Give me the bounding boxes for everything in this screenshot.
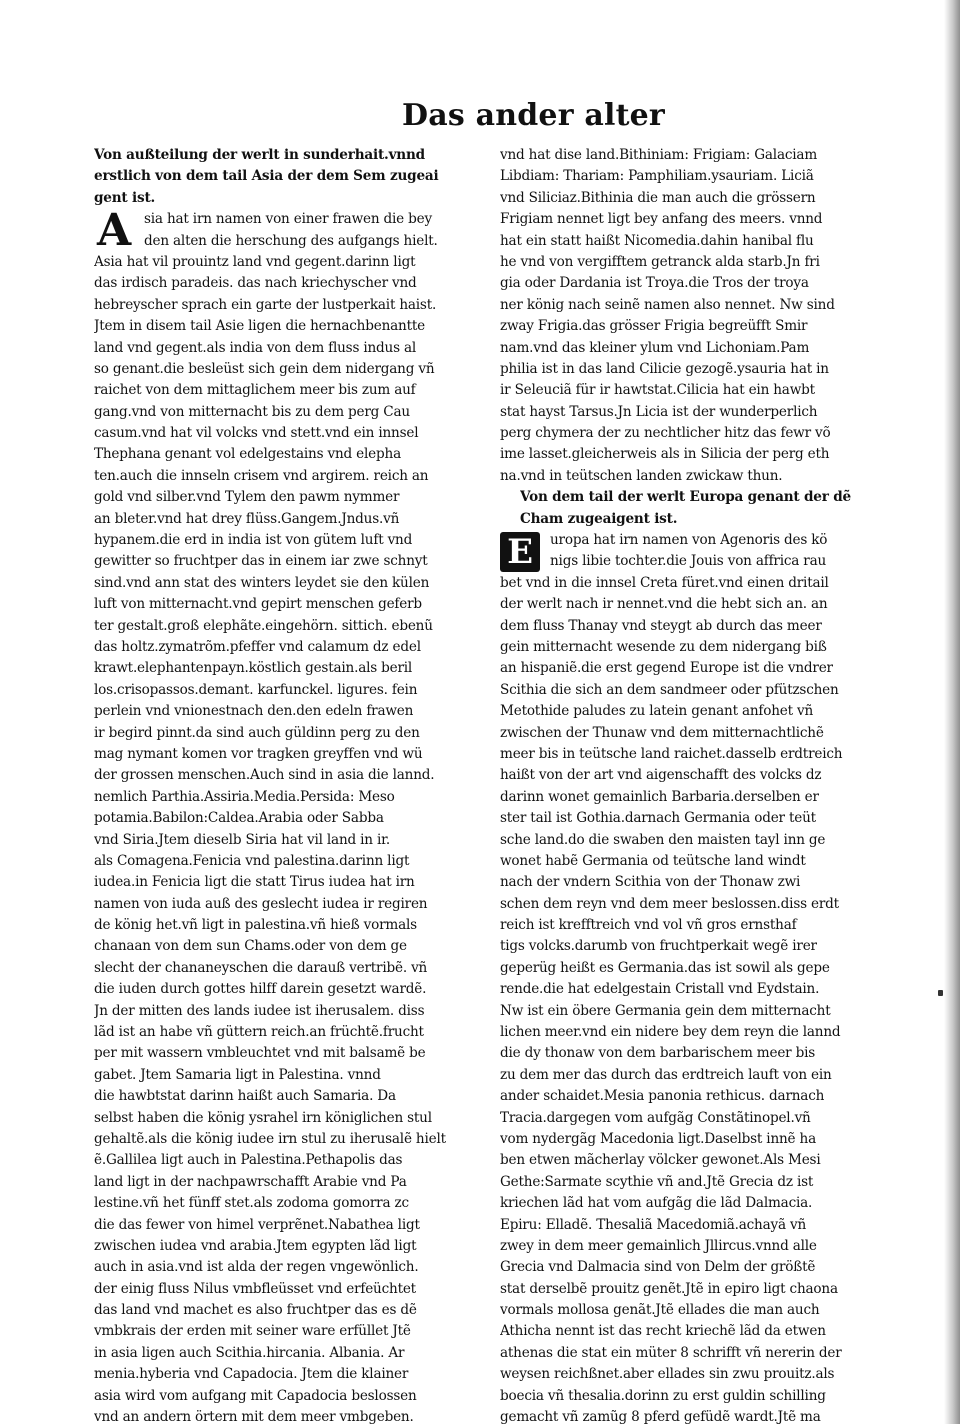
text-line: Nw ist ein öbere Germania gein dem mitternacht: [500, 1002, 831, 1019]
text-line: hat ein statt haißt Nicomedia.dahin hanibal flu: [500, 232, 814, 249]
left-column: [94, 145, 474, 1428]
right-initial-block: [500, 530, 872, 573]
text-line: den alten die herschung des aufgangs hielt.: [144, 232, 438, 249]
text-line: vnd hat dise land.Bithiniam: Frigiam: Galaciam: [500, 147, 818, 163]
text-line: das holtz.zymatrõm.pfeffer vnd calamum dz edel: [94, 638, 421, 655]
text-line: rende.die hat edelgestain Cristall vnd Eydstain.: [500, 981, 820, 998]
text-line: Libdiam: Thariam: Pamphiliam.ysauriam. Liciã: [500, 168, 814, 185]
text-line: der einig fluss Nilus vmbfleüsset vnd erfeüchtet: [94, 1280, 416, 1297]
text-line: die hawbtstat darinn haißt auch Samaria. Da: [94, 1088, 396, 1105]
text-line: ir Seleuciã für ir hawtstat.Cilicia hat ein hawbt: [500, 382, 815, 399]
text-line: stat derselbẽ prouitz genẽt.Jtẽ in epiro ligt chaona: [500, 1280, 838, 1297]
text-line: das irdisch paradeis. das nach kriechyscher vnd: [94, 275, 417, 292]
text-line: raichet von dem mittaglichem meer bis zum auf: [94, 382, 416, 399]
text-line: nam.vnd das kleiner ylum vnd Lichoniam.Pam: [500, 339, 810, 356]
text-line: Gethe:Sarmate scythie vñ and.Jtẽ Grecia dz ist: [500, 1173, 814, 1190]
text-line: nigs libie tochter.die Jouis von affrica rau: [550, 553, 827, 570]
text-line: philia ist in das land Cilicie gezogẽ.ysauria hat in: [500, 360, 829, 377]
text-line: gia oder Dardania ist Troya.die Tros der troya: [500, 275, 809, 292]
text-line: gein mitternacht wesende zu dem nidergang biß: [500, 638, 827, 655]
text-line: vmbkrais der erden mit seiner ware erfüllet Jtẽ: [94, 1323, 411, 1340]
text-line: Jtem in disem tail Asie ligen die hernachbenantte: [94, 318, 425, 335]
text-line: nach der vndern Scithia von der Thonaw zwi: [500, 874, 801, 891]
text-line: ter gestalt.groß elephãte.eingehörn. sittich. ebenũ: [94, 617, 433, 634]
text-line: land vnd gegent.als india von dem fluss indus al: [94, 339, 417, 356]
text-line: casum.vnd hat vil volcks vnd stett.vnd ein innsel: [94, 425, 419, 442]
decorated-initial-e: E: [500, 532, 540, 572]
text-line: Jn der mitten des lands iudee ist iherusalem. diss: [94, 1002, 425, 1019]
text-line: haißt von der art vnd aigenschafft des volcks dz: [500, 767, 822, 784]
text-line: lãd ist an habe vñ güttern reich.an früchtẽ.frucht: [94, 1024, 424, 1041]
text-line: stat hayst Tarsus.Jn Licia ist der wunderperlich: [500, 403, 818, 420]
right-column: [500, 145, 872, 1428]
text-line: luft von mitternacht.vnd gepirt menschen geferb: [94, 596, 422, 613]
heading-line: Von außteilung der werlt in sunderhait.vnnd: [94, 147, 425, 163]
text-line: selbst haben die könig ysrahel irn königlichen stul: [94, 1109, 432, 1126]
text-line: Grecia vnd Dalmacia sind von Delm der größtẽ: [500, 1259, 816, 1276]
text-line: der werlt nach ir nennet.vnd die hebt sich an. an: [500, 596, 828, 613]
text-line: sia hat irn namen von einer frawen die bey: [144, 211, 432, 228]
left-body-text: [94, 252, 474, 1428]
text-line: menia.hyberia vnd Capadocia. Jtem die klainer: [94, 1366, 409, 1383]
ink-speck: [938, 990, 943, 996]
text-line: Epiru: Elladẽ. Thesaliã Macedomiã.achayã vñ: [500, 1216, 807, 1233]
text-line: zwischen iudea vnd arabia.Jtem egypten lãd ligt: [94, 1237, 417, 1254]
text-line: lestine.vñ het fünff stet.als zodoma gomorra zc: [94, 1195, 409, 1212]
text-line: dem fluss Thanay vnd steygt ab durch das meer: [500, 617, 822, 634]
text-line: ner könig nach seinẽ namen also nennet. Nw sind: [500, 296, 835, 313]
text-line: ẽ.Gallilea ligt auch in Palestina.Pethapolis das: [94, 1152, 403, 1169]
text-line: darinn wonet gemainlich Barbaria.derselben er: [500, 788, 819, 805]
text-line: Thephana genant vol edelgestains vnd elepha: [94, 446, 401, 463]
text-line: geperüg heißt es Germania.das ist sowil als gepe: [500, 959, 830, 976]
text-line: gabet. Jtem Samaria ligt in Palestina. vnnd: [94, 1066, 381, 1083]
text-line: perlein vnd vnionestnach den.den edeln frawen: [94, 703, 414, 720]
right-section-heading: [500, 487, 872, 530]
text-line: tigs volcks.darumb von fruchtperkait wegẽ irer: [500, 938, 817, 955]
text-line: vnd Siliciaz.Bithinia die man auch die grössern: [500, 189, 816, 206]
text-line: Scithia die sich an dem sandmeer oder pfützschen: [500, 681, 839, 698]
text-line: an hispaniẽ.die erst gegend Europe ist die vndrer: [500, 660, 833, 677]
running-head: Das ander alter: [402, 98, 665, 133]
text-line: gewitter so fruchtper das in einem iar zwe schnyt: [94, 553, 428, 570]
text-line: athenas die stat ein müter 8 schrifft vñ nererin der: [500, 1344, 842, 1361]
page-edge-shadow: [944, 0, 960, 1424]
text-line: bet vnd in die innsel Creta füret.vnd einen dritail: [500, 574, 829, 591]
text-line: mag nymant komen vor tragken greyffen vnd wü: [94, 745, 423, 762]
text-line: sind.vnd ann stat des winters leydet sie den külen: [94, 574, 430, 591]
text-line: los.crisopassos.demant. karfunckel. ligures. fein: [94, 681, 418, 698]
text-line: die dy thonaw von dem barbarischem meer bis: [500, 1045, 816, 1062]
text-line: sche land.do die swaben den maisten tayl inn ge: [500, 831, 826, 848]
text-line: ime lasset.gleicherweis als in Silicia der perg eth: [500, 446, 830, 463]
heading-line: gent ist.: [94, 189, 156, 206]
text-line: gemacht vñ zamũg 8 pferd gefüdẽ wardt.Jtẽ ma: [500, 1409, 821, 1426]
text-line: hypanem.die erd in india ist von gütem luft vnd: [94, 532, 413, 549]
text-line: ten.auch die innseln crisem vnd argirem. reich an: [94, 467, 429, 484]
right-body-text-top: [500, 145, 872, 487]
text-line: ir begird pinnt.da sind auch güldinn perg zu den: [94, 724, 420, 741]
text-line: zway Frigia.das grösser Frigia begreüfft Smir: [500, 318, 808, 335]
text-line: kriechen lãd hat vom aufgãg die lãd Dalmacia.: [500, 1195, 813, 1212]
text-line: de könig het.vñ ligt in palestina.vñ hieß vormals: [94, 917, 417, 934]
text-line: gehaltẽ.als die könig iudee irn stul zu iherusalẽ hielt: [94, 1130, 446, 1147]
text-line: der grossen menschen.Auch sind in asia die lannd.: [94, 767, 435, 784]
text-line: zwischen der Thunaw vnd dem mitternachtlichẽ: [500, 724, 824, 741]
left-section-heading: [94, 145, 474, 209]
text-line: asia wird vom aufgang mit Capadocia beslossen: [94, 1387, 417, 1404]
text-line: schen dem reyn vnd dem meer beslossen.diss erdt: [500, 895, 839, 912]
text-line: hebreyscher sprach ein garte der lustperkait haist.: [94, 296, 437, 313]
text-line: Frigiam nennet ligt bey anfang des meers. vnnd: [500, 211, 823, 228]
text-line: weysen reichßnet.aber ellades sin zwu prouitz.als: [500, 1366, 835, 1383]
text-line: Asia hat vil prouintz land vnd gegent.darinn ligt: [94, 253, 416, 270]
text-line: ander schaidet.Mesia panonia rethicus. darnach: [500, 1088, 825, 1105]
text-line: wonet habẽ Germania od teütsche land windt: [500, 852, 806, 869]
text-line: he vnd von vergifftem getranck alda starb.Jn fri: [500, 253, 820, 270]
text-line: Metothide paludes zu latein genant anfohet vñ: [500, 703, 814, 720]
text-line: slecht der chananeyschen die darauß vertribẽ. vñ: [94, 959, 428, 976]
text-line: iudea.in Fenicia ligt die statt Tirus iudea hat irn: [94, 874, 415, 891]
left-initial-block: [94, 205, 474, 257]
text-line: das land vnd machet es also fruchtper das es dẽ: [94, 1302, 417, 1319]
text-line: na.vnd in teütschen landen zwickaw thun.: [500, 467, 783, 484]
text-line: reich ist krefftreich vnd vol vñ gros ernsthaf: [500, 917, 797, 934]
text-line: in asia ligen auch Scithia.hircania. Albania. Ar: [94, 1344, 405, 1361]
text-line: chanaan von dem sun Chams.oder von dem ge: [94, 938, 407, 955]
text-line: meer bis in teütsche land raichet.dasselb erdtreich: [500, 745, 843, 762]
text-line: nemlich Parthia.Assiria.Media.Persida: Meso: [94, 788, 395, 805]
text-line: als Comagena.Fenicia vnd palestina.darinn ligt: [94, 852, 410, 869]
text-line: vom nydergãg Macedonia ligt.Daselbst innẽ ha: [500, 1130, 816, 1147]
text-line: gang.vnd von mitternacht bis zu dem perg Cau: [94, 403, 410, 420]
text-line: gold vnd silber.vnd Tylem den pawm nymmer: [94, 489, 400, 506]
text-line: perg chymera der zu nechtlicher hitz das fewr võ: [500, 425, 831, 442]
text-line: vnd Siria.Jtem dieselb Siria hat vil land in ir.: [94, 831, 391, 848]
text-line: ster tail ist Gothia.darnach Germania oder teüt: [500, 810, 816, 827]
right-body-text: [500, 573, 872, 1428]
text-line: an bleter.vnd hat drey flüss.Gangem.Jndus.vñ: [94, 510, 400, 527]
text-line: ben etwen mãcherlay völcker gewonet.Als Mesi: [500, 1152, 821, 1169]
text-line: vormals mollosa genãt.Jtẽ ellades die man auch: [500, 1302, 820, 1319]
heading-line: erstlich von dem tail Asia der dem Sem zugeai: [94, 168, 439, 185]
text-line: potamia.Babilon:Caldea.Arabia oder Sabba: [94, 810, 384, 827]
text-line: krawt.elephantenpayn.köstlich gestain.als beril: [94, 660, 413, 677]
text-line: vnd an andern örtern mit dem meer vmbgeben.: [94, 1409, 414, 1426]
text-line: land ligt in der nachpawrschafft Arabie vnd Pa: [94, 1173, 407, 1190]
heading-line: Cham zugeaigent ist.: [520, 510, 678, 527]
text-line: zwey in dem meer gemainlich Jllircus.vnnd alle: [500, 1237, 817, 1254]
heading-line: Von dem tail der werlt Europa genant der dẽ: [520, 489, 851, 506]
text-line: lichen meer.vnd ein nidere bey dem reyn die lannd: [500, 1024, 841, 1041]
decorated-initial-a: A: [97, 205, 131, 257]
text-line: per mit wassern vmbleuchtet vnd mit balsamẽ be: [94, 1045, 426, 1062]
text-line: Athicha nennt ist das recht kriechẽ lãd da etwen: [500, 1323, 826, 1340]
text-line: namen von iuda auß des geslecht iudea ir regiren: [94, 895, 428, 912]
text-line: die das fewer von himel verprẽnet.Nabathea ligt: [94, 1216, 420, 1233]
text-line: auch in asia.vnd ist alda der regen vngewönlich.: [94, 1259, 419, 1276]
text-line: die iuden durch gottes hilff darein gesetzt wardẽ.: [94, 981, 427, 998]
text-line: uropa hat irn namen von Agenoris des kö: [550, 532, 828, 549]
text-line: so genant.die besleüst sich gein dem nidergang vñ: [94, 360, 435, 377]
text-line: zu dem mer das durch das erdtreich lauft von ein: [500, 1066, 832, 1083]
text-line: Tracia.dargegen vom aufgãg Constãtinopel.vñ: [500, 1109, 811, 1126]
text-line: boecia vñ thesalia.dorinn zu erst guldin schilling: [500, 1387, 826, 1404]
